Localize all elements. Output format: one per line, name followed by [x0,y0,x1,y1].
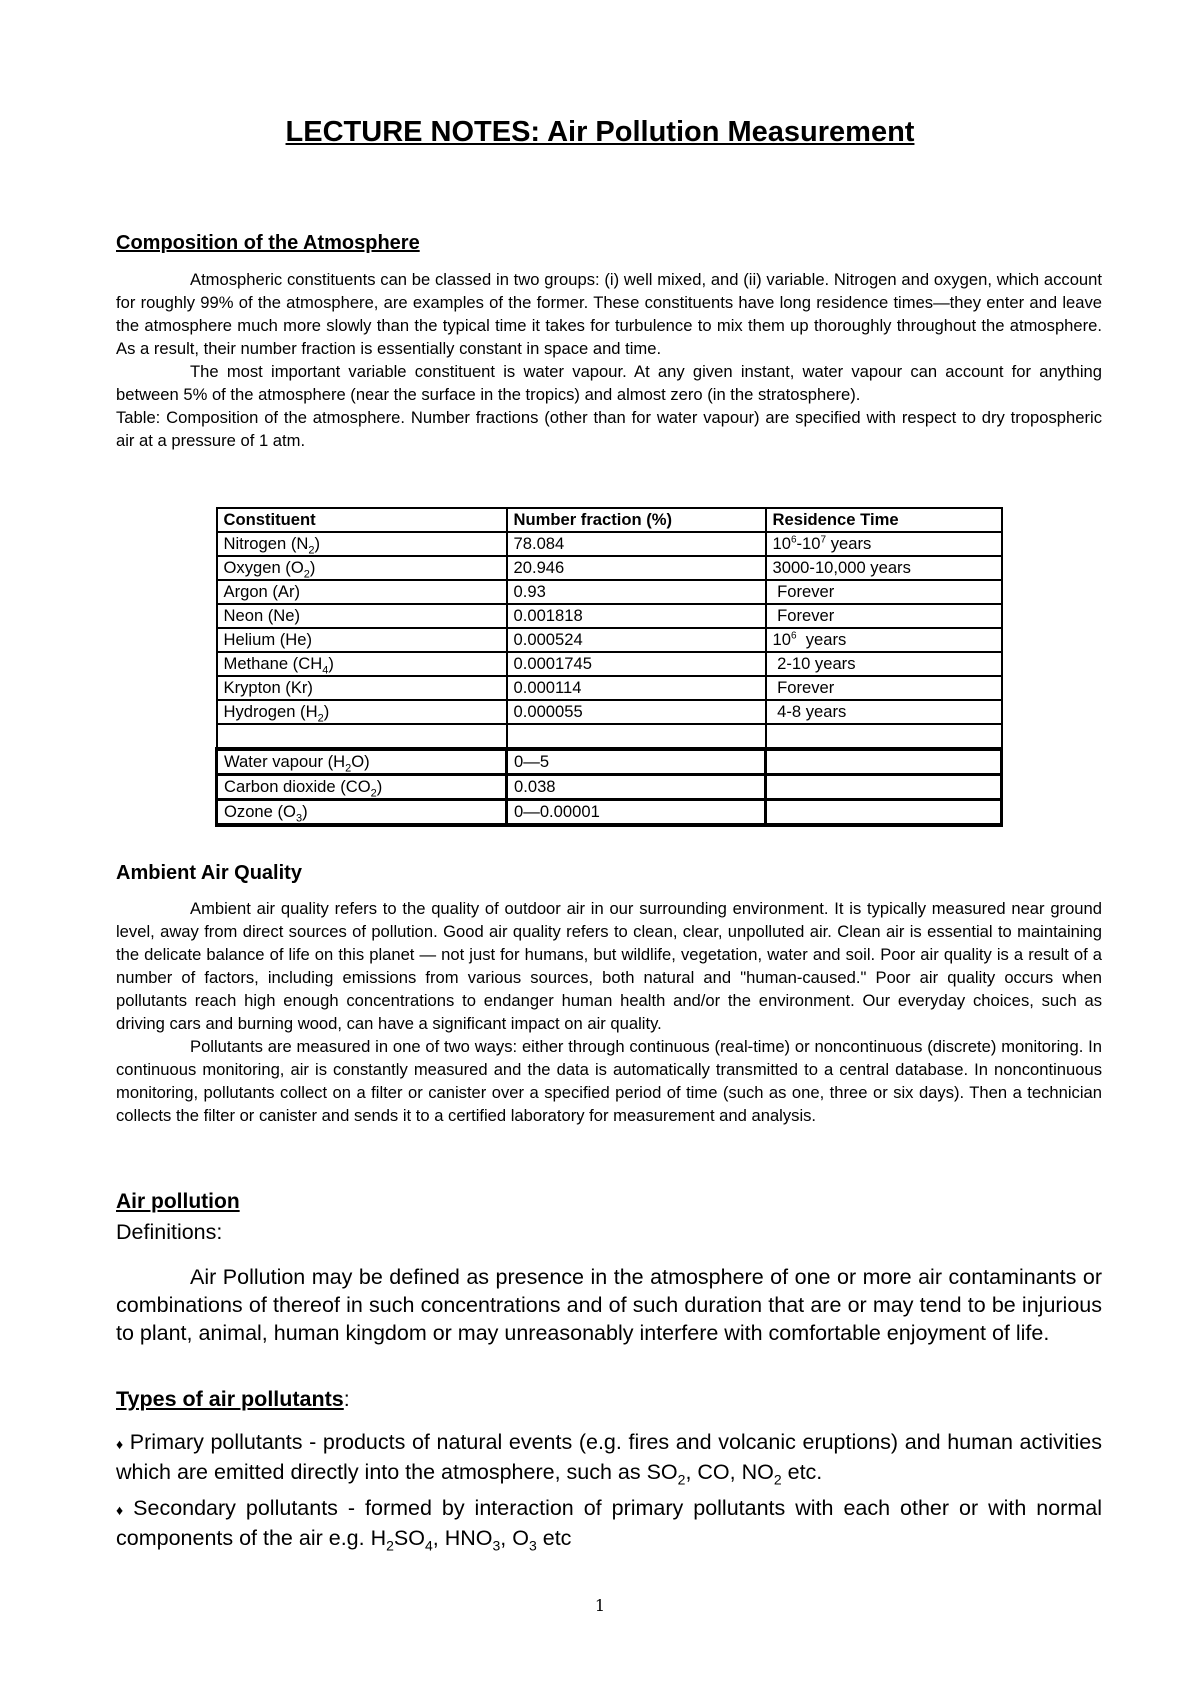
residence-cell: 4-8 years [766,700,1002,724]
ambient-paragraph-2: Pollutants are measured in one of two ways: either through continuous (real-time) or noncontinuous (discrete) monitoring. In continuous monitoring, air is constantly measured and the data is automatically transmitted to a central database. In noncontinuous monitoring, pollutants collect on a filter or canister over a specified period of time (such as one, three or six days). Then a technician collects the filter or canister and sends it to a certified laboratory for measurement and analysis. [116,1037,1102,1125]
table-row [217,532,1002,556]
types-colon: : [343,1387,350,1411]
empty-cell [766,800,1002,826]
fraction-cell: 20.946 [507,556,766,580]
definition-text [116,1263,1102,1347]
header-constituent: Constituent [217,508,507,532]
constituent-cell: Nitrogen $(N_2)$ [217,532,507,556]
ambient-paragraph-1: Ambient air quality refers to the quality of outdoor air in our surrounding environment. It is typically measured near ground level, away from direct sources of pollution. Good air quality refers to clean, clear, unpolluted air. Clean air is essential to maintaining the delicate balance of life on this planet — not just for humans, but wildlife, vegetation, water and soil. Poor air quality is a result of a number of factors, including emissions from various sources, both natural and "human-caused." Poor air quality occurs when pollutants reach high enough concentrations to endanger human health and/or the environment. Our everyday choices, such as driving cars and burning wood, can have a significant impact on air quality. [116,899,1102,1033]
table-row [217,700,1002,724]
fraction-cell: 0.0001745 [507,652,766,676]
fraction-cell: 0—0.00001 [507,800,766,826]
residence-cell: Forever [766,676,1002,700]
table-header-row [217,508,1002,532]
composition-paragraph-2: The most important variable constituent is water vapour. At any given instant, water vapour can account for anything between 5% of the atmosphere (near the surface in the tropics) and almost zero (in the stratosphere). [116,362,1102,404]
secondary-pollutants-item [116,1494,1102,1552]
constituent-cell: Water vapour $(H_2O)$ [217,749,507,775]
table-row [217,749,1002,775]
composition-table [215,507,1003,827]
table-row [217,604,1002,628]
empty-cell [507,724,766,749]
empty-cell [766,724,1002,749]
table-row [217,652,1002,676]
definition-paragraph: Air Pollution may be defined as presence in the atmosphere of one or more air contaminants or combinations of thereof in such concentrations and of such duration that are or may tend to be injurious to plant, animal, human kingdom or may unreasonably interfere with comfortable enjoyment of life. [116,1265,1102,1345]
header-number-fraction: Number fraction (%) [507,508,766,532]
constituent-cell: Carbon dioxide $(CO_2)$ [217,775,507,800]
fraction-cell: 0.000055 [507,700,766,724]
constituent-cell: Ozone $(O_3)$ [217,800,507,826]
empty-cell [766,749,1002,775]
residence-cell: $10^6-10^7$ years [766,532,1002,556]
fraction-cell: 78.084 [507,532,766,556]
constituent-cell: Krypton (Kr) [217,676,507,700]
fraction-cell: 0.93 [507,580,766,604]
residence-cell: 2-10 years [766,652,1002,676]
constituent-cell: Methane $(CH_4)$ [217,652,507,676]
diamond-bullet-icon: ♦ [116,1436,124,1452]
list-item: ♦ Secondary pollutants - formed by interaction of primary pollutants with each other or with normal components of the air e.g. $H_2SO_4$, $HNO_3$, $O_3$ etc [116,1496,1102,1554]
fraction-cell: 0.038 [507,775,766,800]
fraction-cell: 0—5 [507,749,766,775]
ambient-text [116,897,1102,1127]
types-heading-line [116,1385,1102,1413]
types-heading: Types of air pollutants [116,1387,344,1411]
definitions-label: Definitions: [116,1220,223,1244]
page-title: LECTURE NOTES: Air Pollution Measurement [285,116,915,148]
header-residence-time: Residence Time [766,508,1002,532]
constituent-cell: Neon (Ne) [217,604,507,628]
primary-pollutants-item [116,1428,1102,1486]
fraction-cell: 0.000524 [507,628,766,652]
residence-cell: Forever [766,580,1002,604]
table-row [217,628,1002,652]
fraction-cell: 0.000114 [507,676,766,700]
composition-paragraph-1: Atmospheric constituents can be classed in two groups: (i) well mixed, and (ii) variable. Nitrogen and oxygen, which account for roughly 99% of the atmosphere, are examples of the former. These constituents have long residence times—they enter and leave the atmosphere much more slowly than the typical time it takes for turbulence to mix them up thoroughly throughout the atmosphere. As a result, their number fraction is essentially constant in space and time. [116,270,1102,358]
constituent-cell: Argon (Ar) [217,580,507,604]
residence-cell: 3000-10,000 years [766,556,1002,580]
table-spacer-row [217,724,1002,749]
ambient-heading: Ambient Air Quality [116,862,302,884]
table-row [217,556,1002,580]
residence-cell: $10^6$ years [766,628,1002,652]
residence-cell: Forever [766,604,1002,628]
composition-text [116,268,1102,452]
empty-cell [217,724,507,749]
air-pollution-heading: Air pollution [116,1190,240,1213]
table-caption: Table: Composition of the atmosphere. Number fractions (other than for water vapour) are specified with respect to dry tropospheric air at a pressure of 1 atm. [116,408,1102,450]
diamond-bullet-icon: ♦ [116,1502,128,1518]
table-row [217,800,1002,826]
page-number: 1 [594,1596,606,1615]
table-row [217,676,1002,700]
composition-heading: Composition of the Atmosphere [116,232,420,254]
constituent-cell: Helium (He) [217,628,507,652]
fraction-cell: 0.001818 [507,604,766,628]
table-row [217,580,1002,604]
constituent-cell: Oxygen $(O_2)$ [217,556,507,580]
empty-cell [766,775,1002,800]
constituent-cell: Hydrogen $(H_2)$ [217,700,507,724]
list-item: ♦ Primary pollutants - products of natural events (e.g. fires and volcanic eruptions) and human activities which are emitted directly into the atmosphere, such as $SO_2$, CO, $NO_2$ etc. [116,1430,1102,1488]
table-row [217,775,1002,800]
